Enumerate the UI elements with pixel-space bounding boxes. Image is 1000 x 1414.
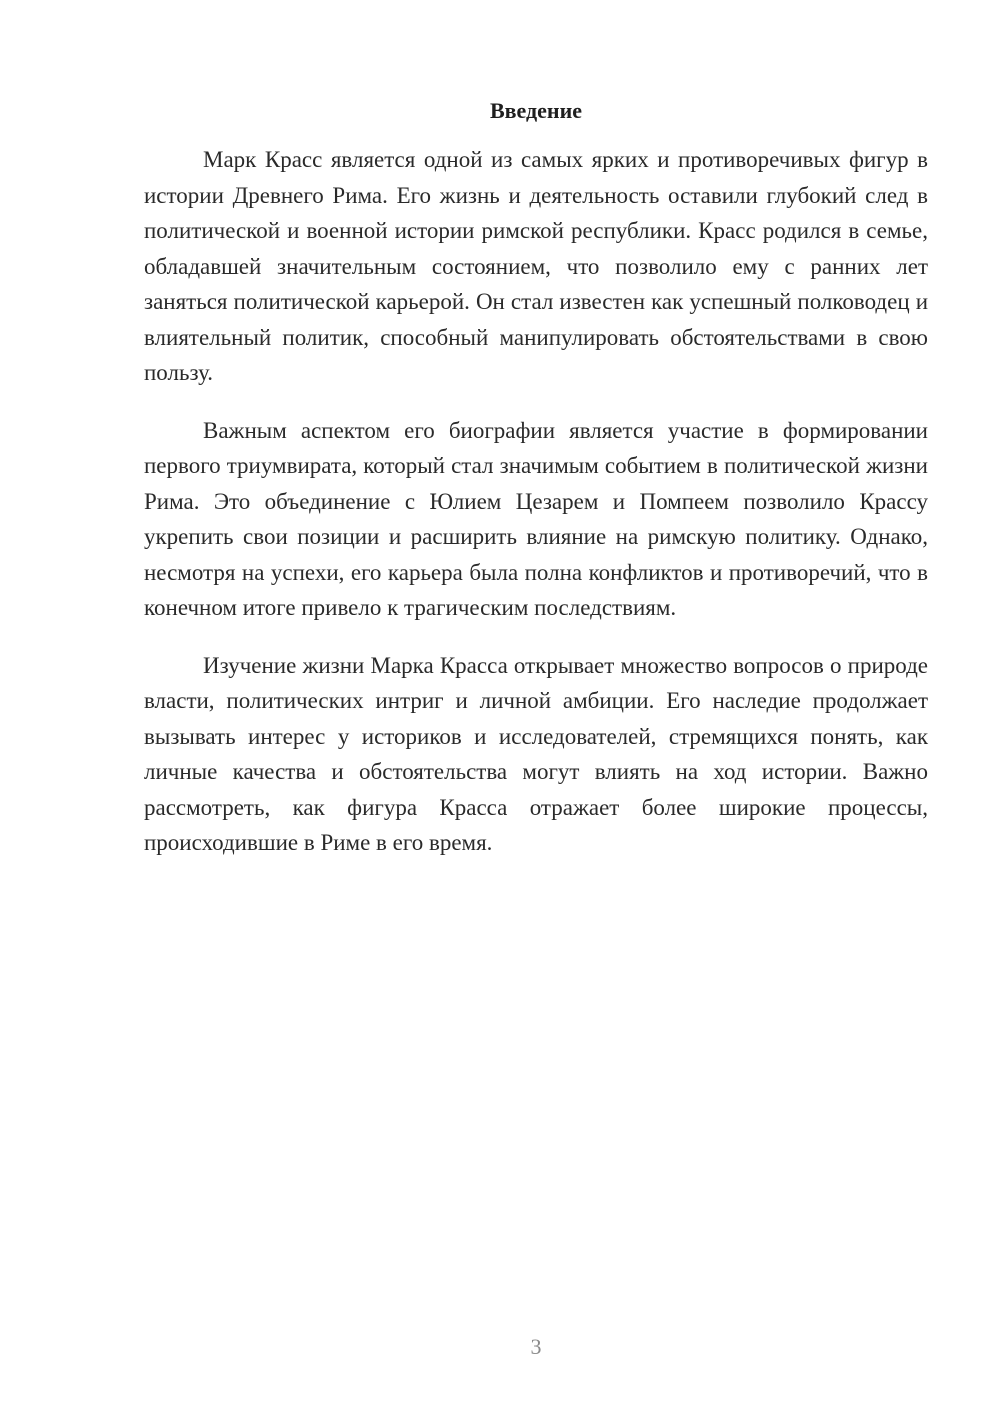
page-number: 3 [530,1334,542,1359]
body-text [144,142,928,883]
paragraph-2: Важным аспектом его биографии является участие в формировании первого триумвирата, который стал значимым событием в политической жизни Рима. Это объединение с Юлием Цезарем и Помпеем позволило Крассу укрепить свои позиции и расширить влияние на римскую политику. Однако, несмотря на успехи, его карьера была полна конфликтов и противоречий, что в конечном итоге привело к трагическим последствиям. [144,417,928,620]
paragraph-3: Изучение жизни Марка Красса открывает множество вопросов о природе власти, политических интриг и личной амбиции. Его наследие продолжает вызывать интерес у историков и исследователей, стремящихся понять, как личные качества и обстоятельства могут влиять на ход истории. Важно рассмотреть, как фигура Красса отражает более широкие процессы, происходившие в Риме в его время. [144,652,928,855]
section-heading: Введение [489,98,583,123]
paragraph-1: Марк Красс является одной из самых ярких и противоречивых фигур в истории Древнего Рима. Его жизнь и деятельность оставили глубокий след в политической и военной истории римской республики. Красс родился в семье, обладавшей значительным состоянием, что позволило ему с ранних лет заняться политической карьерой. Он стал известен как успешный полководец и влиятельный политик, способный манипулировать обстоятельствами в свою пользу. [144,147,928,385]
